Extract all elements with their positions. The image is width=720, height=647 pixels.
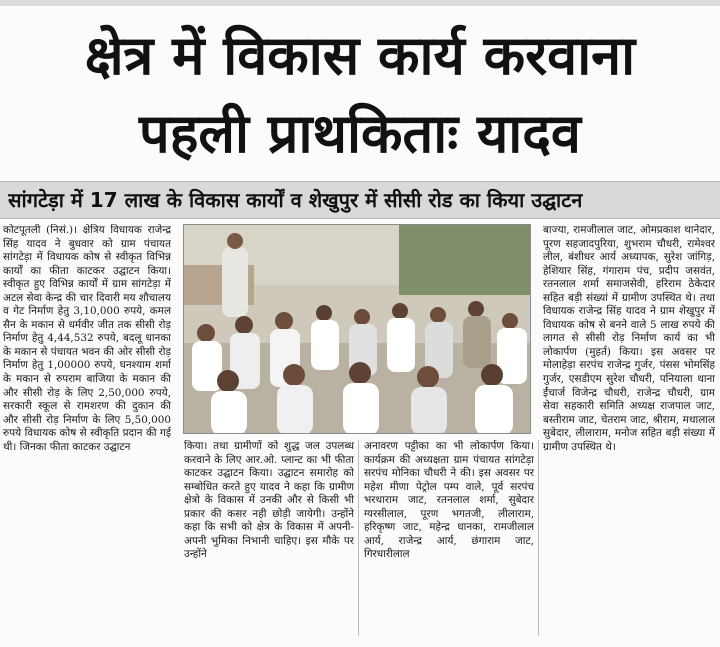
- page-top-strip: [0, 0, 720, 6]
- column-divider: [538, 440, 539, 636]
- article-column-1: कोटपूतली (निसं.)। क्षेत्रिय विधायक राजेन्द्र सिंह यादव ने बुधवार को ग्राम पंचायत सांगटेड़ा में विधायक कोष से स्वीकृत विभिन्न कार्यों का फीता काटकर उद्घाटन किया। स्वीकृत हुए विभिन्न कार्यों में ग्राम सांगटेड़ा में अटल सेवा केन्द्र की चार दिवारी मय शौचालय व गेट निर्माण हेतु 3,10,000 रुपये, कमल सैन के मकान से धर्मवीर जीत तक सीसी रोड़ निर्माण हेतु 4,44,532 रुपये, बदलू धानका के मकान से पंचायत भवन की ओर सीसी रोड़ निर्माण हेतु 1,00000 रुपये, घनश्याम शर्मा के मकान से रुपराम बाजिया के मकान की और सीसी रोड़ के लिए 2,50,000 रुपये, सरकारी स्कूल से रामशरण की दुकान की और सीसी रोड़ निर्माण के लिए 5,50,000 रुपये विधायक कोष से स्वीकृति प्रदान की गई थी। जिनका फीता काटकर उद्घाटन: [3, 224, 171, 453]
- headline-line-1: क्षेत्र में विकास कार्य करवाना: [84, 24, 636, 87]
- article-column-4: बाज्या, रामजीलाल जाट, ओमप्रकाश थानेदार, पूरण सहजादपुरिया, शुभराम चौधरी, रामेश्वर लील, बंशीधर आर्य अध्यापक, सुरेश जांगिड़, हेशियार सिंह, गंगाराम पंच, प्रदीप जसवंत, रतनलाल शर्मा समाजसेवी, हरिराम ठेकेदार सहित बड़ी संख्यां में ग्रामीण उपस्थित थे। तथा विधायक राजेन्द्र सिंह यादव ने ग्राम शेखुपुर में विधायक कोष से बनने वाले 5 लाख रुपये की लागत से सीसी रोड़ निर्माण कार्य का भी लोकार्पण (मुहर्त) किया। इस अवसर पर मोलाहेड़ा सरपंच राजेन्द्र गुर्जर, पंसस भोमसिंह गुर्जर, एसडीएम सुरेश चौधरी, पनियाला थाना ईंचार्ज विजेन्द्र चौधरी, राजेन्द्र चौधरी, ग्राम सेवा सहकारी समिति अध्यक्ष राजपाल जाट, बस्तीराम जाट, चेतराम जाट, श्रीराम, मथालाल सुबेदार, लीलाराम, मनोज सहित बड़ी संख्या में ग्रामीण उपस्थित थे।: [543, 224, 715, 453]
- headline-line-2: पहली प्राथकिताः यादव: [139, 102, 581, 165]
- crowd-photo-icon: [183, 224, 531, 434]
- subheadline-bar: [0, 181, 720, 219]
- article-column-3: अनावरण पट्टीका का भी लोकार्पण किया। कार्यक्रम की अध्यक्षता ग्राम पंचायत सांगटेड़ा सरपंच मोनिका चौधरी ने की। इस अवसर पर महेश मीणा पेट्रोल पम्प वाले, पूर्व सरपंच भरथाराम जाट, रतनलाल शर्मा, सुबेदार ग्यरसीलाल, पूरण भगतजी, लीलाराम, हरिकृष्ण जाट, महेन्द्र धानका, रामजीलाल आर्य, राजेन्द्र आर्य, छंगाराम जाट, गिरधारीलाल: [364, 440, 534, 561]
- subheadline: सांगटेड़ा में 17 लाख के विकास कार्यों व शेखुपुर में सीसी रोड का किया उद्घाटन: [8, 188, 583, 212]
- column-divider: [358, 440, 359, 636]
- article-column-2: किया। तथा ग्रामीणों को शुद्ध जल उपलब्ध करवाने के लिए आर.ओ. प्लान्ट का भी फीता काटकर उद्घाटन किया। उद्घाटन समारोह को सम्बोधित करते हुए यादव ने कहा कि ग्रामीण क्षेत्रो के विकास में उनकी और से किसी भी प्रकार की कसर नही छोड़ी जायेगी। उन्होंने कहा कि सभी को क्षेत्र के विकास में अपनी-अपनी भुमिका निभानी चाहिए। इस मौके पर उन्होंने: [184, 440, 354, 561]
